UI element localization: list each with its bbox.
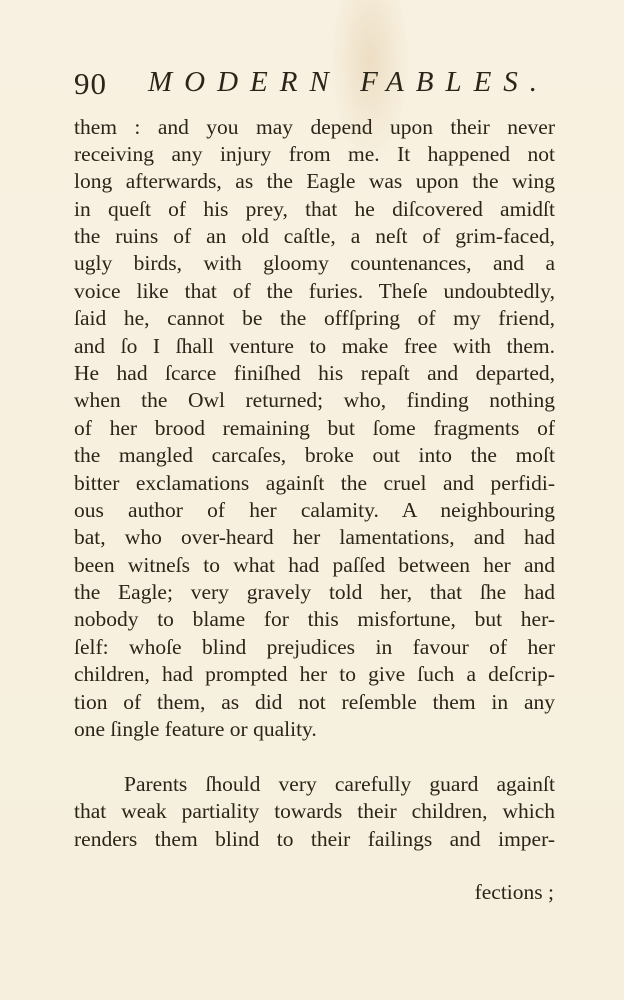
text-line: voice like that of the furies. Theſe undoubtedly,	[74, 279, 555, 303]
catchword: fections ;	[474, 880, 554, 904]
text-line: bat, who over-heard her lamentations, and had	[74, 525, 555, 549]
text-line: tion of them, as did not reſemble them in any	[74, 690, 555, 714]
text-line: ſaid he, cannot be the offſpring of my friend,	[74, 306, 555, 330]
text-line: the mangled carcaſes, broke out into the moſt	[74, 443, 555, 467]
text-line: the Eagle; very gravely told her, that ſhe had	[74, 580, 555, 604]
text-line: in queſt of his prey, that he diſcovered amidſt	[74, 197, 555, 221]
text-line: and ſo I ſhall venture to make free with them.	[74, 334, 555, 358]
running-title: MODERN FABLES.	[148, 66, 550, 98]
text-line: renders them blind to their failings and imper-	[74, 827, 555, 851]
page-number: 90	[74, 66, 107, 101]
text-line: ugly birds, with gloomy countenances, and a	[74, 251, 555, 275]
text-line: them : and you may depend upon their never	[74, 115, 555, 139]
text-line: receiving any injury from me. It happened not	[74, 142, 555, 166]
text-line: that weak partiality towards their children, which	[74, 799, 555, 823]
text-line: He had ſcarce finiſhed his repaſt and departed,	[74, 361, 555, 385]
page-header	[74, 66, 554, 106]
text-line: the ruins of an old caſtle, a neſt of grim-faced,	[74, 224, 555, 248]
text-line: Parents ſhould very carefully guard againſt	[124, 772, 555, 796]
text-line: when the Owl returned; who, finding nothing	[74, 388, 555, 412]
text-line: of her brood remaining but ſome fragments of	[74, 416, 555, 440]
text-line: bitter exclamations againſt the cruel and perfidi-	[74, 471, 555, 495]
text-line: one ſingle feature or quality.	[74, 717, 317, 741]
text-line: children, had prompted her to give ſuch a deſcrip-	[74, 662, 555, 686]
text-line: long afterwards, as the Eagle was upon the wing	[74, 169, 555, 193]
text-line: ſelf: whoſe blind prejudices in favour of her	[74, 635, 555, 659]
text-line: nobody to blame for this misfortune, but her-	[74, 607, 555, 631]
text-line: ous author of her calamity. A neighbouring	[74, 498, 555, 522]
text-line: been witneſs to what had paſſed between her and	[74, 553, 555, 577]
